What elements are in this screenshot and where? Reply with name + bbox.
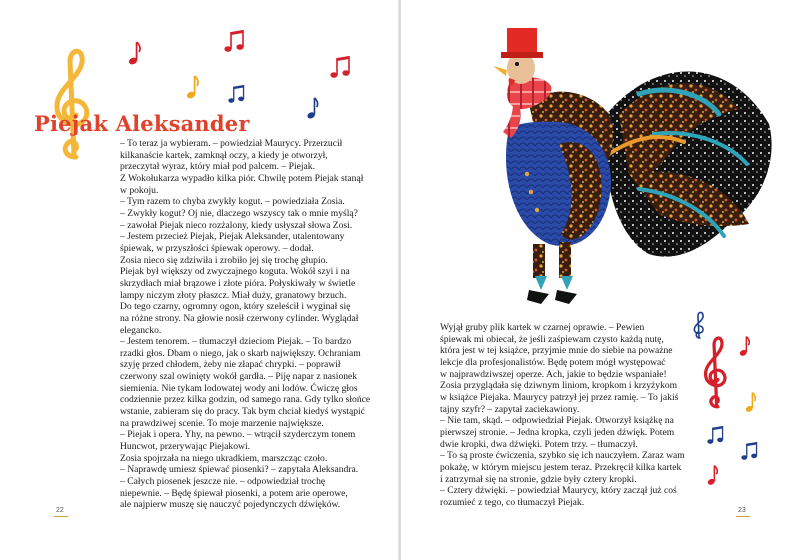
text-line: lekcje dla profesjonalistów. Będę potem mógł występować: [440, 356, 666, 368]
rooster-illustration: [479, 14, 779, 310]
chapter-title: Piejak Aleksander: [34, 111, 250, 136]
page-number-rule: [736, 516, 750, 517]
text-line: – To teraz ja wybieram. – powiedział Maurycy. Przerzucił: [120, 138, 343, 149]
text-line: Do tego czarny, ogromny ogon, który szeleścił i wyginał się: [120, 301, 351, 313]
text-line: – To są proste ćwiczenia, szybko się ich nauczyłem. Zaraz wam: [440, 450, 685, 462]
text-line: Huncwot, przerywając Piejakowi.: [120, 441, 251, 453]
text-line: Wyjął gruby plik kartek w czarnej oprawie. – Pewien: [440, 322, 645, 333]
text-line: – Naprawdę umiesz śpiewać piosenki? – zapytała Aleksandra.: [120, 464, 359, 476]
eighth-note-icon: [745, 390, 757, 414]
text-line: na prawdziwej scenie. To moje marzenie największe.: [120, 417, 324, 429]
text-line: niepewnie. – Będę śpiewał piosenki, a potem arie operowe,: [120, 487, 348, 499]
text-line: – Piejak i opera. Yhy, na pewno. – wtrącił szyderczym tonem: [120, 429, 356, 441]
right-text-column: [440, 322, 702, 509]
beamed-notes-icon: [741, 440, 759, 462]
text-line: – Całych piosenek jeszcze nie. – odpowiedział trochę: [120, 476, 326, 488]
text-line: czerwony szal owinięty wokół gardła. – Piję napar z nasionek: [120, 371, 358, 383]
treble-clef-icon: [701, 334, 731, 412]
text-line: która jest w tej książce, przyjmie mnie do siebie na poważne: [440, 345, 673, 357]
page-number-rule: [54, 516, 68, 517]
text-line: codziennie przez kilka godzin, od samego rana. Gdy tylko słońce: [120, 394, 371, 406]
eighth-note-icon: [739, 334, 751, 358]
text-line: – Tym razem to chyba zwykły kogut. – powiedziała Zosia.: [120, 196, 345, 208]
treble-clef-icon: [50, 45, 96, 165]
text-line: Z Wokołukarza wypadło kilka piór. Chwilę potem Piejak stanął: [120, 172, 364, 184]
text-line: wstanie, zabieram się do pracy. Tak bym chciał kiedyś wystąpić: [120, 406, 365, 418]
text-line: pokażę, w którym miejscu jestem teraz. Przekręcił kilka kartek: [440, 461, 682, 473]
eighth-note-icon: [128, 40, 142, 66]
text-line: pierwszej stronie. – Jedna kropka, czyli jeden dźwięk. Potem: [440, 426, 675, 438]
text-line: i zatrzymał się na stronie, gdzie były cztery kropki.: [440, 473, 637, 485]
text-line: w najprawdziwszej operze. Ach, jakie to będzie wspaniałe!: [440, 368, 667, 380]
beamed-notes-icon: [330, 54, 352, 80]
left-text-column: [120, 138, 382, 511]
text-line: Zosia spojrzała na niego ukradkiem, marszcząc czoło.: [120, 452, 328, 464]
text-line: przeczytał wyraz, który miał pod palcem. – Piejak.: [120, 161, 315, 173]
right-page: [401, 0, 800, 560]
text-line: tajny szyfr? – zapytał zaciekawiony.: [440, 403, 580, 415]
text-line: ale najpierw muszę się nauczyć pojedynczych dźwięków.: [120, 499, 341, 511]
left-page: [0, 0, 399, 560]
text-line: w książce Piejaka. Maurycy patrzył jej przez ramię. – To jakiś: [440, 391, 679, 403]
text-line: – Cztery dźwięki. – powiedział Maurycy, który zaczął już coś: [440, 485, 677, 497]
text-line: rozumieć z tego, co tłumaczył Piejak.: [440, 496, 585, 508]
text-line: siemienia. Nie tykam lodowatej wody ani lodów. Ćwiczę głos: [120, 382, 358, 394]
text-line: szyję przed chłodem, żeby nie złapać chrypki. – poprawił: [120, 359, 341, 371]
text-line: – zawołał Piejak nieco rozżalony, kiedy usłyszał słowa Zosi.: [120, 219, 353, 231]
text-line: – Jestem przecież Piejak, Piejak Aleksander, utalentowany: [120, 231, 345, 243]
eighth-note-icon: [306, 96, 320, 120]
text-line: elegancko.: [120, 324, 162, 336]
text-line: skrzydłach miał brązowe i złote pióra. Połyskiwały w świetle: [120, 277, 356, 289]
eighth-note-icon: [186, 74, 200, 100]
text-line: w pokoju.: [120, 184, 159, 196]
text-line: śpiewak, w przyszłości śpiewak operowy. – dodał.: [120, 242, 314, 254]
text-line: na różne strony. Na głowie nosił czerwony cylinder. Wyglądał: [120, 312, 359, 324]
page-number-right: 23: [738, 507, 746, 514]
text-line: rzadki głos. Dbam o niego, jak o skarb największy. Ochraniam: [120, 347, 361, 359]
text-line: – Nie tam, skąd. – odpowiedział Piejak. Otworzył książkę na: [440, 415, 674, 427]
text-line: – Zwykły kogut? Oj nie, dlaczego wszyscy tak o mnie myślą?: [120, 207, 358, 219]
text-line: Piejak był większy od zwyczajnego koguta. Wokół szyi i na: [120, 266, 350, 278]
eighth-note-icon: [707, 462, 719, 488]
text-line: – Jestem tenorem. – tłumaczył dzieciom Piejak. – To bardzo: [120, 336, 352, 348]
text-line: Zosia przyglądała się dziwnym liniom, kropkom i krzyżykom: [440, 380, 678, 392]
text-line: Zosia nieco się zdziwiła i zrobiło jej się trochę głupio.: [120, 254, 328, 266]
text-line: dwie kropki, dwa dźwięki. Potem trzy. – tłumaczył.: [440, 438, 638, 450]
text-line: śpiewak mi obiecał, że jeśli zaśpiewam czysto każdą nutę,: [440, 333, 664, 345]
beamed-notes-icon: [707, 424, 725, 446]
beamed-notes-icon: [228, 82, 246, 106]
beamed-notes-icon: [224, 28, 246, 54]
text-line: lampy niczym złoty płaszcz. Miał duży, granatowy brzuch.: [120, 289, 347, 301]
text-line: kilkanaście kartek, zamknął oczy, a kiedy je otworzył,: [120, 149, 328, 161]
page-number-left: 22: [56, 507, 64, 514]
